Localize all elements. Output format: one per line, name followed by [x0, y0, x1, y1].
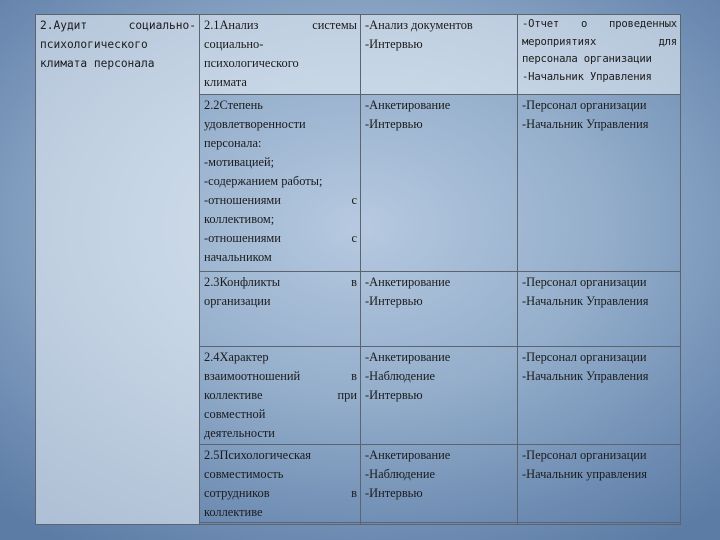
- title-line: психологического: [40, 38, 148, 51]
- results-cell: -Отчет о проведенных мероприятиях для персонала организации -Начальник Управления: [518, 15, 681, 95]
- empty-cell: [518, 523, 681, 525]
- audit-plan-table: [35, 14, 681, 525]
- methods-cell: -Анализ документов -Интервью: [361, 15, 518, 95]
- empty-cell: [361, 523, 518, 525]
- topic-cell: 2.5Психологическая совместимость сотрудников в коллективе: [200, 445, 361, 523]
- topic-cell: 2.2Степень удовлетворенности персонала: -мотивацией; -содержанием работы; -отношениями с коллективом; -отношениями с начальником: [200, 95, 361, 272]
- methods-cell: -Анкетирование -Наблюдение -Интервью: [361, 445, 518, 523]
- results-cell: -Персонал организации -Начальник управления: [518, 445, 681, 523]
- table-row: [36, 15, 681, 95]
- methods-cell: -Анкетирование -Интервью: [361, 95, 518, 272]
- results-cell: -Персонал организации -Начальник Управления: [518, 272, 681, 347]
- title-line: климата персонала: [40, 57, 155, 70]
- results-cell: -Персонал организации -Начальник Управления: [518, 95, 681, 272]
- audit-section-title: [36, 15, 200, 525]
- results-cell: -Персонал организации -Начальник Управления: [518, 347, 681, 445]
- topic-cell: 2.1Анализ системы социально- психологического климата: [200, 15, 361, 95]
- methods-cell: -Анкетирование -Наблюдение -Интервью: [361, 347, 518, 445]
- topic-cell: 2.3Конфликты в организации: [200, 272, 361, 347]
- title-line: 2.Аудит социально-: [40, 19, 196, 32]
- topic-cell: 2.4Характер взаимоотношений в коллективе при совместной деятельности: [200, 347, 361, 445]
- empty-cell: [200, 523, 361, 525]
- methods-cell: -Анкетирование -Интервью: [361, 272, 518, 347]
